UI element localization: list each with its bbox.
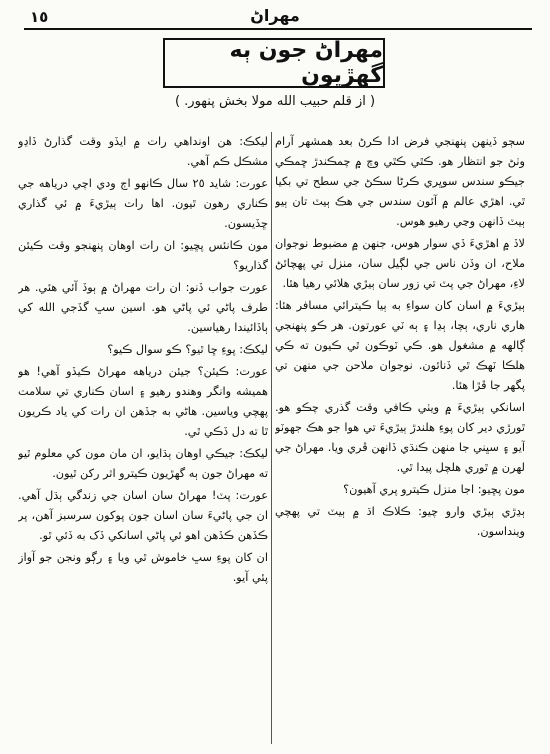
paragraph: لاڏ ۾ اهڙيءَ ڏي سوار هوس، جنهن ۾ مضبوط نوجوان ملاح، ان وڏن ناس جي لڳيل سان، منزل تي پهچائڻ لاءِ، مهراڻ جي پٽ تي زور سان ٻيڙي هلائي رهيا هئا. [275, 237, 525, 290]
column-divider [271, 132, 272, 744]
paragraph: ٻڍڙي ٻيڙي وارو چيو: ڪلاڪ اڌ ۾ ٻيٽ تي پهچي وينداسون. [275, 505, 525, 538]
article-title: مهراڻ جون ٻه گهڙيون [163, 38, 385, 88]
dialogue-line: عورت: ڪيئن؟ جيئن درياهه مهراڻ ڪيڏو آهي! هو هميشه وانگر وهندو رهيو ۽ اسان ڪناري تي سلامت پهچي وياسين. هاڻي به جڏهن ان رات کي ياد ڪريون ٿا ته دل ڏڪي ٿي. [18, 365, 268, 438]
page-number: ١٥ [30, 8, 49, 26]
dialogue-line: ليکڪ: پوءِ ڇا ٿيو؟ ڪو سوال ڪيو؟ [107, 343, 268, 356]
paragraph: مون پڇيو: اجا منزل ڪيترو پري آهيون؟ [343, 483, 525, 496]
dialogue-line: ان کان پوءِ سڀ خاموش ٿي ويا ۽ رڳو ونجن جو آواز پئي آيو. [18, 551, 268, 584]
header-rule [24, 28, 532, 30]
dialogue-line: مون ڪانئس پڇيو: ان رات اوهان پنهنجو وقت ڪيئن گذاريو؟ [18, 239, 268, 272]
dialogue-line: عورت: پٽ! مهراڻ سان اسان جي زندگي ٻڌل آهي. ان جي پاڻيءَ سان اسان جون پوکون سرسبز آهن، پر ڪڏهن ڪڏهن اهو ئي پاڻي اسانکي ڏک به ڏئي ٿو. [18, 489, 268, 542]
dialogue-line: عورت: شايد ٢٥ سال ڪانهو اڄ ودي اچي درياهه جي ڪناري رهون ٿيون. اها رات ٻيڙيءَ ۾ ئي گذاري ڇڏيسون. [18, 177, 268, 230]
running-header: مهراڻ [250, 6, 300, 25]
text-column-right [275, 132, 525, 747]
text-column-left [18, 132, 268, 747]
article-byline: ( از قلم حبيب الله مولا بخش پنهور. ) [174, 94, 376, 109]
paragraph: ٻيڙيءَ ۾ اسان کان سواءِ به ٻيا ڪيترائي مسافر هئا: هاري ناري، ٻچا، ٻڍا ۽ ٻه ٽي عورتون. هر ڪو پنهنجي ڳالهه ۾ مشغول هو. ڪي ٽوڪون ٿي ڪيون ته ڪي هلڪا ٽهڪ ٿي ڏنائون. نوجوان ملاحن جي منهن تي پگهر جا ڦڙا هئا. [275, 299, 525, 392]
paragraph: سڄو ڏينهن پنهنجي فرض ادا ڪرڻ بعد همشهر آرام وٺڻ جو انتظار هو. ڪٿي ڪٿي وچ ۾ چمڪندڙ ڇمڪي جيڪو سندس سوڀري ڪرڻا سڪڻ جي سطح تي بکيا ٿي. اهڙي عالم ۾ آئون سندس جي هڪ ٻيٽ تان ٻيو ٻيٽ ڏانهن وڃي رهيو هوس. [275, 135, 525, 228]
dialogue-line: عورت جواب ڏنو: ان رات مهراڻ ۾ ٻوڏ آئي هئي. هر طرف پاڻي ئي پاڻي هو. اسين سڀ گڏجي الله کي ٻاڏائيندا رهياسين. [18, 281, 268, 334]
paragraph: اسانکي ٻيڙيءَ ۾ ويٺي ڪافي وقت گذري چڪو هو. ٿورڙي دير کان پوءِ هلندڙ ٻيڙيءَ تي هوا جو هڪ جهوٽو آيو ۽ سڀني جا منهن ڪنڌي ڏانهن ڦري ويا. مهراڻ جي لهرن ۾ ٿوري هلچل پيدا ٿي. [275, 401, 525, 474]
dialogue-line: ليکڪ: جيڪي اوهان ٻڌايو، ان مان مون کي معلوم ٿيو ته مهراڻ جون ٻه گهڙيون ڪيترو اثر رکن ٿيون. [18, 447, 268, 480]
dialogue-line: ليکڪ: هن اونداهي رات ۾ ايڏو وقت گذارڻ ڏاڍو مشڪل ڪم آهي. [18, 135, 268, 168]
